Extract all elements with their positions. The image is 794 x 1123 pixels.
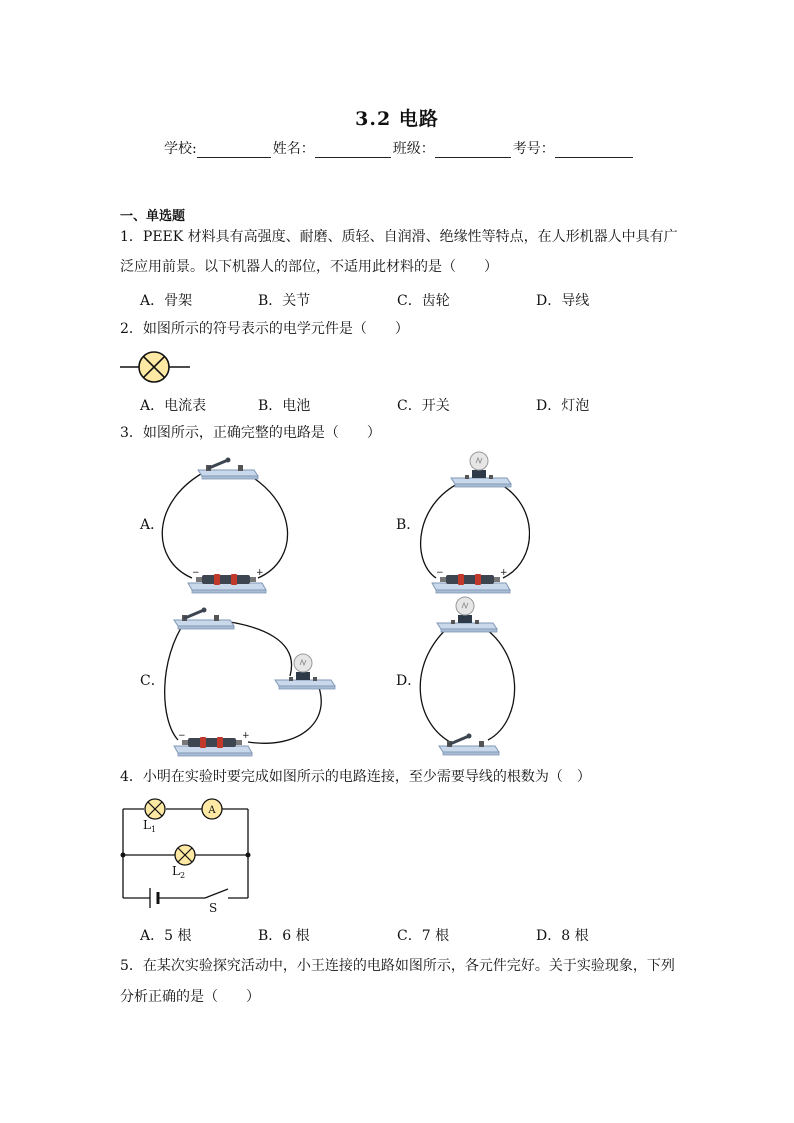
q2-option-d[interactable]: D．灯泡 [536,398,590,414]
student-info-row [164,138,635,158]
q2-option-c[interactable]: C．开关 [397,398,450,414]
q4-option-a[interactable]: A．5 根 [140,928,192,944]
circuit-b [421,452,530,593]
section-heading: 一、单选题 [120,209,186,224]
l2-label: L [172,864,180,878]
q4-text: 4．小明在实验时要完成如图所示的电路连接，至少需要导线的根数为（ ） [120,769,591,785]
q3-label-a[interactable]: A． [140,517,165,533]
q1-line-2: 泛应用前景。以下机器人的部位，不适用此材料的是（ ） [120,259,498,275]
battery-icon [174,731,252,756]
number-label: 考号： [512,141,555,157]
circuit-c [165,608,335,757]
q1-line-1: 1．PEEK 材料具有高强度、耐磨、质轻、自润滑、绝缘性等特点，在人形机器人中具有广 [120,229,678,245]
l2-subscript: 2 [180,871,186,880]
class-blank[interactable] [435,142,511,158]
circuit-a [162,458,287,594]
q2-option-b[interactable]: B．电池 [258,398,311,414]
class-label: 班级： [392,141,435,157]
lightbulb-icon [275,654,335,689]
q1-option-a[interactable]: A．骨架 [140,293,193,309]
switch-icon [198,458,258,480]
name-label: 姓名： [272,141,315,157]
lightbulb-icon [451,452,511,487]
switch-icon [174,608,234,630]
l1-subscript: 1 [151,825,157,834]
school-label: 学校: [164,141,197,157]
q4-option-b[interactable]: B．6 根 [258,928,310,944]
lamp-l1-icon [145,799,165,819]
q1-option-b[interactable]: B．关节 [258,293,311,309]
battery-icon [432,568,510,593]
q4-option-d[interactable]: D．8 根 [536,928,589,944]
q3-label-c[interactable]: C． [140,673,165,689]
switch-label: S [209,901,218,915]
number-blank[interactable] [555,142,633,158]
q3-circuit-figures [150,446,530,762]
q1-option-c[interactable]: C．齿轮 [397,293,450,309]
ammeter-label: A [208,805,216,816]
l1-label: L [143,818,151,832]
q4-circuit-diagram [116,795,256,915]
q5-line-1: 5．在某次实验探究活动中，小王连接的电路如图所示，各元件完好。关于实验现象，下列 [120,958,675,974]
q3-text: 3．如图所示，正确完整的电路是（ ） [120,425,381,441]
q3-label-b[interactable]: B． [396,517,421,533]
q3-label-d[interactable]: D． [396,673,422,689]
q4-option-c[interactable]: C．7 根 [397,928,450,944]
q5-line-2: 分析正确的是（ ） [120,989,260,1005]
circuit-d [420,597,514,755]
page-title: 3.2 电路 [355,108,439,130]
lightbulb-icon [437,597,497,632]
battery-icon [188,568,266,593]
lamp-l2-icon [175,845,195,865]
name-blank[interactable] [315,142,391,158]
q2-text: 2．如图所示的符号表示的电学元件是（ ） [120,321,409,337]
lamp-symbol-figure [118,350,194,384]
school-blank[interactable] [197,142,271,158]
switch-icon [439,734,499,756]
q1-option-d[interactable]: D．导线 [536,293,590,309]
q2-option-a[interactable]: A．电流表 [140,398,207,414]
